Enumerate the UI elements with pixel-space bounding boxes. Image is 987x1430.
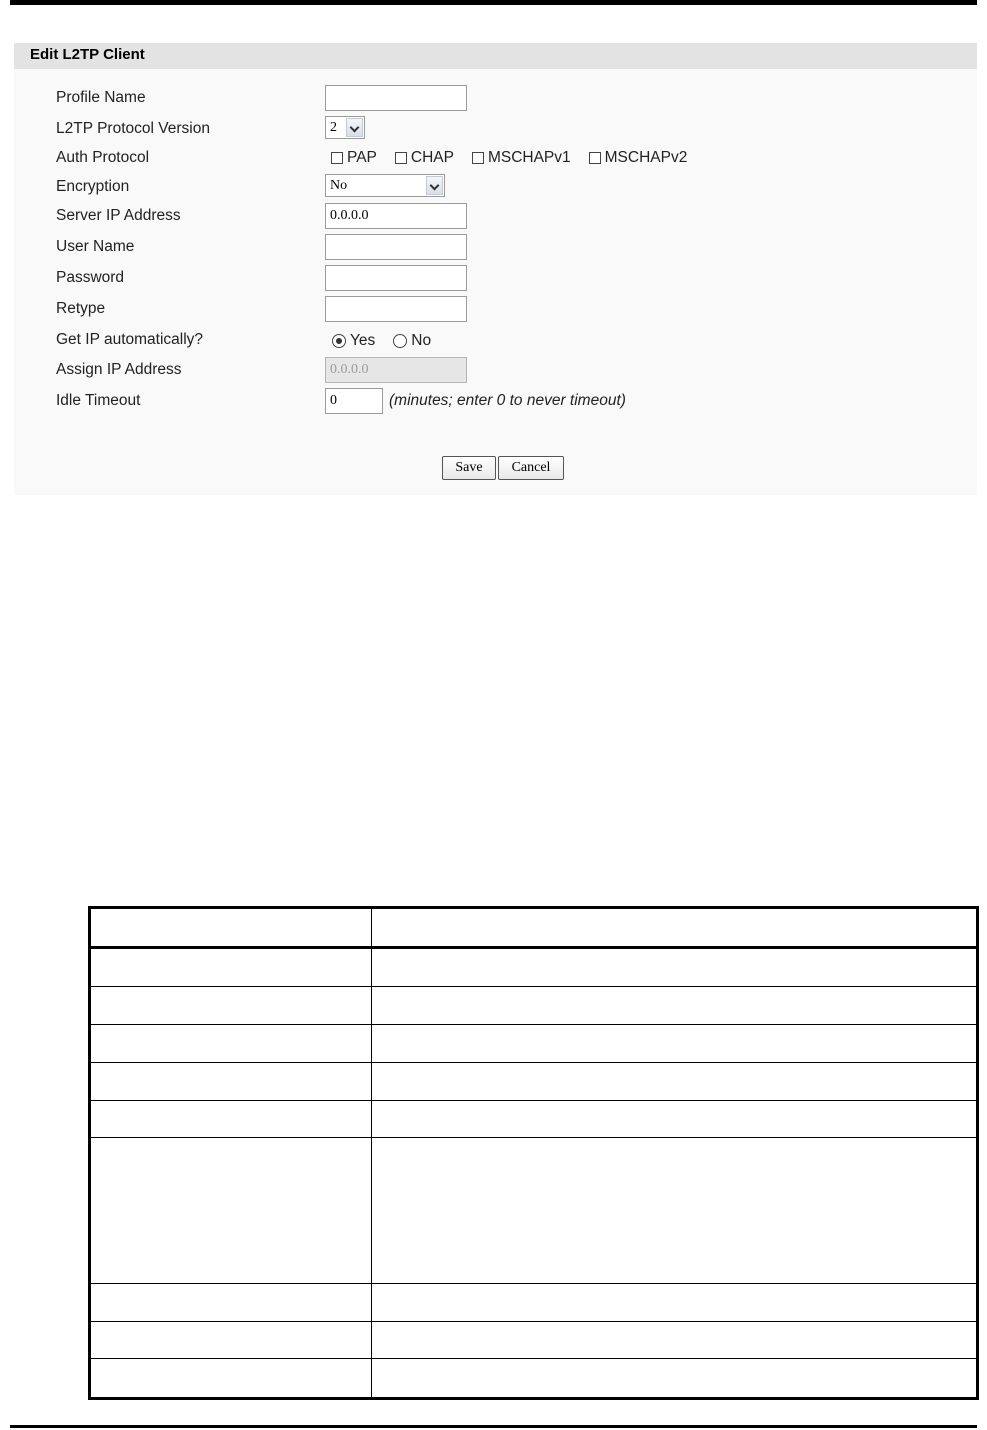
encryption-row (14, 174, 977, 200)
idle-timeout-hint: (minutes; enter 0 to never timeout) (389, 392, 626, 409)
retype-password-input[interactable] (325, 296, 467, 322)
mschapv1-checkbox[interactable] (472, 152, 484, 164)
top-rule (10, 0, 977, 5)
table-row (90, 1359, 978, 1399)
protocol-version-row (14, 116, 977, 142)
assign-ip-row (14, 357, 977, 383)
mschapv2-label: MSCHAPv2 (604, 149, 688, 166)
profile-name-label: Profile Name (56, 89, 146, 106)
table-row (90, 948, 978, 987)
profile-name-row (14, 85, 977, 111)
button-row (14, 456, 977, 482)
table-row (90, 1025, 978, 1063)
table-cell (372, 987, 978, 1025)
auth-chap-option[interactable] (395, 149, 454, 167)
table-cell (372, 1063, 978, 1101)
server-ip-row (14, 203, 977, 229)
get-ip-auto-options (332, 332, 449, 350)
table-row (90, 1063, 978, 1101)
table-header-cell (372, 908, 978, 948)
table-cell (90, 1284, 372, 1322)
get-ip-yes-option[interactable] (332, 332, 375, 350)
table-cell (90, 948, 372, 987)
table-cell (90, 1138, 372, 1284)
server-ip-label: Server IP Address (56, 207, 181, 224)
auth-mschapv1-option[interactable] (472, 149, 571, 167)
table-cell (90, 1025, 372, 1063)
idle-timeout-input[interactable] (325, 388, 383, 414)
encryption-label: Encryption (56, 178, 130, 195)
chevron-down-icon[interactable] (346, 118, 363, 137)
chevron-down-icon[interactable] (426, 176, 443, 195)
table-cell (372, 1025, 978, 1063)
bottom-rule (10, 1425, 977, 1428)
encryption-value: No (330, 178, 348, 193)
chap-label: CHAP (410, 149, 454, 166)
cancel-button[interactable]: Cancel (498, 456, 564, 480)
chap-checkbox[interactable] (395, 152, 407, 164)
table-header-cell (90, 908, 372, 948)
table-row (90, 987, 978, 1025)
auth-protocol-label: Auth Protocol (56, 149, 150, 166)
user-name-label: User Name (56, 238, 135, 255)
table-cell (372, 1101, 978, 1138)
auth-mschapv2-option[interactable] (589, 149, 688, 167)
pap-label: PAP (347, 149, 377, 166)
mschapv2-checkbox[interactable] (589, 152, 601, 164)
table-cell (372, 1284, 978, 1322)
user-name-row (14, 234, 977, 260)
table-header-row (90, 908, 978, 948)
table-row (90, 1101, 978, 1138)
profile-name-input[interactable] (325, 85, 467, 111)
assign-ip-input (325, 357, 467, 383)
save-button[interactable]: Save (442, 456, 496, 480)
encryption-select[interactable] (325, 174, 445, 197)
table-cell (372, 1138, 978, 1284)
protocol-version-select[interactable] (325, 116, 365, 139)
protocol-version-value: 2 (330, 120, 337, 135)
get-ip-auto-row (14, 327, 977, 353)
table-cell (90, 1322, 372, 1359)
table-cell (372, 948, 978, 987)
edit-l2tp-client-panel (14, 43, 977, 495)
panel-header (14, 43, 977, 69)
password-input[interactable] (325, 265, 467, 291)
auth-pap-option[interactable] (331, 149, 377, 167)
table-row (90, 1138, 978, 1284)
user-name-input[interactable] (325, 234, 467, 260)
table-cell (90, 1101, 372, 1138)
pap-checkbox[interactable] (331, 152, 343, 164)
no-label: No (411, 332, 432, 349)
auth-protocol-options (331, 149, 705, 167)
assign-ip-label: Assign IP Address (56, 361, 182, 378)
table-cell (90, 1063, 372, 1101)
get-ip-no-option[interactable] (393, 332, 431, 350)
table-row (90, 1284, 978, 1322)
idle-timeout-label: Idle Timeout (56, 392, 141, 409)
panel-title: Edit L2TP Client (30, 46, 145, 63)
table-cell (372, 1322, 978, 1359)
no-radio[interactable] (393, 334, 407, 348)
server-ip-input[interactable] (325, 203, 467, 229)
protocol-version-label: L2TP Protocol Version (56, 120, 210, 137)
table-cell (90, 1359, 372, 1399)
yes-radio[interactable] (332, 334, 346, 348)
retype-row (14, 296, 977, 322)
password-row (14, 265, 977, 291)
parameter-table (88, 906, 979, 1400)
table-row (90, 1322, 978, 1359)
table-cell (90, 987, 372, 1025)
get-ip-auto-label: Get IP automatically? (56, 331, 204, 348)
auth-protocol-row (14, 145, 977, 171)
mschapv1-label: MSCHAPv1 (487, 149, 571, 166)
table-cell (372, 1359, 978, 1399)
idle-timeout-row (14, 388, 977, 414)
yes-label: Yes (350, 332, 376, 349)
password-label: Password (56, 269, 125, 286)
retype-label: Retype (56, 300, 106, 317)
